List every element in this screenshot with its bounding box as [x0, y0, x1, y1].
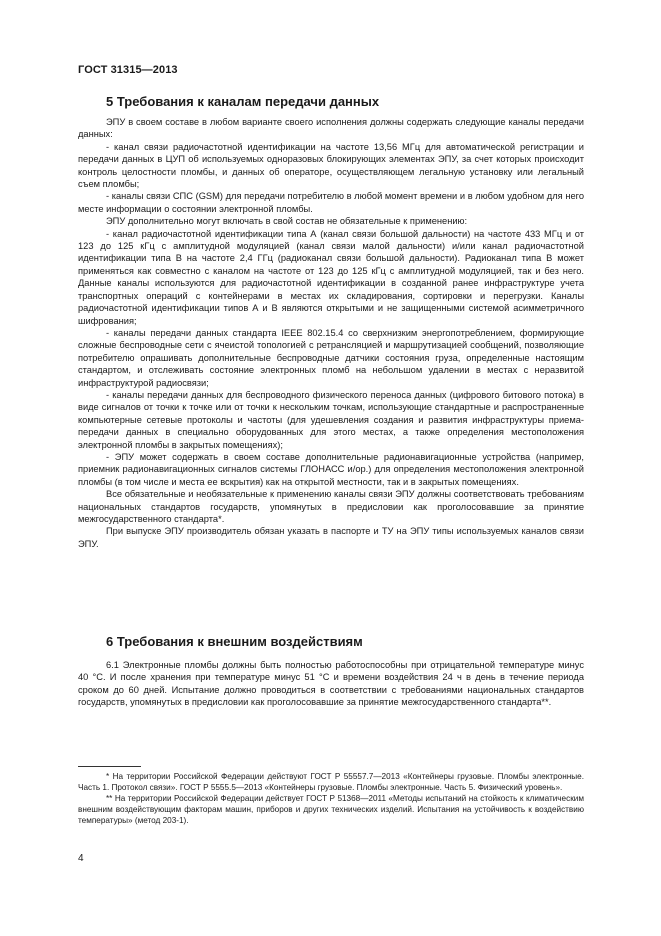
- list-item: - каналы передачи данных для беспроводного физического переноса данных (цифрового битового потока) в виде сигналов от точки к точке или от точки к нескольким точкам, использующие стандартные и распространенные компьютерные сетевые протоколы и частоты (для удешевления создания и развития инфраструктуры приема-передачи данных в специально оборудованных для этого местах, а также определения местоположения электронной пломбы в закрытых помещениях);: [78, 389, 584, 450]
- list-item: - каналы связи СПС (GSM) для передачи потребителю в любой момент времени и в любом удобном для него месте информации о состоянии электронной пломбы.: [78, 191, 584, 214]
- footnote: * На территории Российской Федерации действуют ГОСТ Р 55557.7—2013 «Контейнеры грузовые. Пломбы электронные. Часть 1. Протокол связи». ГОСТ Р 5555.5—2013 «Контейнеры грузовые. Пломбы электронные. Часть 5. Физический уровень».: [78, 772, 584, 793]
- section-5-body: [78, 116, 584, 550]
- list-item: - канал связи радиочастотной идентификации на частоте 13,56 МГц для автоматической регистрации и передачи данных в ЦУП об используемых одноразовых блокирующих элементах ЭПУ, за счет которых происходит контроль целостности пломбы, и данных об операторе, осуществляющем легальную установку или легальный съем пломбы;: [78, 141, 584, 190]
- section-5-title: 5 Требования к каналам передачи данных: [106, 94, 380, 109]
- section-6-title: 6 Требования к внешним воздействиям: [106, 634, 363, 649]
- paragraph: Все обязательные и необязательные к применению каналы связи ЭПУ должны соответствовать требованиям национальных стандартов государств, упомянутых в предисловии как проголосовавшие за принятие межгосударственного стандарта*.: [78, 489, 584, 524]
- paragraph: 6.1 Электронные пломбы должны быть полностью работоспособны при отрицательной температуре минус 40 °С. И после хранения при температуре минус 51 °С и времени воздействия 24 ч в день в течение периода сроком до 60 дней. Испытание должно проводиться в соответствии с требованиями национальных стандартов государств, упомянутых в предисловии как проголосовавшие за принятие межгосударственного стандарта**.: [78, 660, 584, 708]
- footnote: ** На территории Российской Федерации действует ГОСТ Р 51368—2011 «Методы испытаний на стойкость к климатическим внешним воздействующим факторам машин, приборов и других технических изделий. Испытания на устойчивость к воздействию температуры» (метод 203-1).: [78, 794, 584, 826]
- paragraph: ЭПУ в своем составе в любом варианте своего исполнения должны содержать следующие каналы передачи данных:: [78, 117, 584, 140]
- document-header: ГОСТ 31315—2013: [78, 64, 178, 76]
- footnotes: [78, 771, 584, 826]
- list-item: - ЭПУ может содержать в своем составе дополнительные радионавигационные устройства (например, приемник радионавигационных сигналов системы ГЛОНАСС и/ор.) для определения местоположения электронной пломбы (в том числе и места ее вскрытия) как на открытой местности, так и в закрытых помещениях.: [78, 451, 584, 487]
- paragraph: При выпуске ЭПУ производитель обязан указать в паспорте и ТУ на ЭПУ типы используемых каналов связи ЭПУ.: [78, 526, 584, 549]
- list-item: - канал радиочастотной идентификации типа А (канал связи большой дальности) на частоте 433 МГц и от 123 до 125 кГц с амплитудной модуляцией (канал связи малой дальности) и/или канал радиочастотной идентификации типа В на частоте 2,4 ГГц (радиоканал связи большой дальности). Радиоканал типа В может применяться как совместно с каналом на частоте от 123 до 125 кГц с амплитудной модуляцией, так и без него. Данные каналы используются для радиочастотной идентификации в созданной ранее инфраструктуре учета транспортных операций с контейнерами в местах их складирования, сортировки и перегрузки. Каналы радиочастотной идентификации типов А и В являются открытыми и не защищенными системой асимметричного шифрования;: [78, 228, 584, 326]
- page-number: 4: [78, 853, 84, 864]
- section-6-body: [78, 659, 584, 709]
- list-item: - каналы передачи данных стандарта IEEE 802.15.4 со сверхнизким энергопотреблением, формирующие сложные беспроводные сети с ячеистой топологией с ретрансляцией и маршрутизацией сообщений, позволяющие потребителю опрашивать дополнительные беспроводные датчики состояния груза, определенные настоящим стандартом, и отслеживать состояние электронных пломб на небольшом удалении в местах с неразвитой инфраструктурой радиосвязи;: [78, 327, 584, 388]
- paragraph: ЭПУ дополнительно могут включать в свой состав не обязательные к применению:: [106, 216, 468, 227]
- footnote-separator: [78, 766, 141, 767]
